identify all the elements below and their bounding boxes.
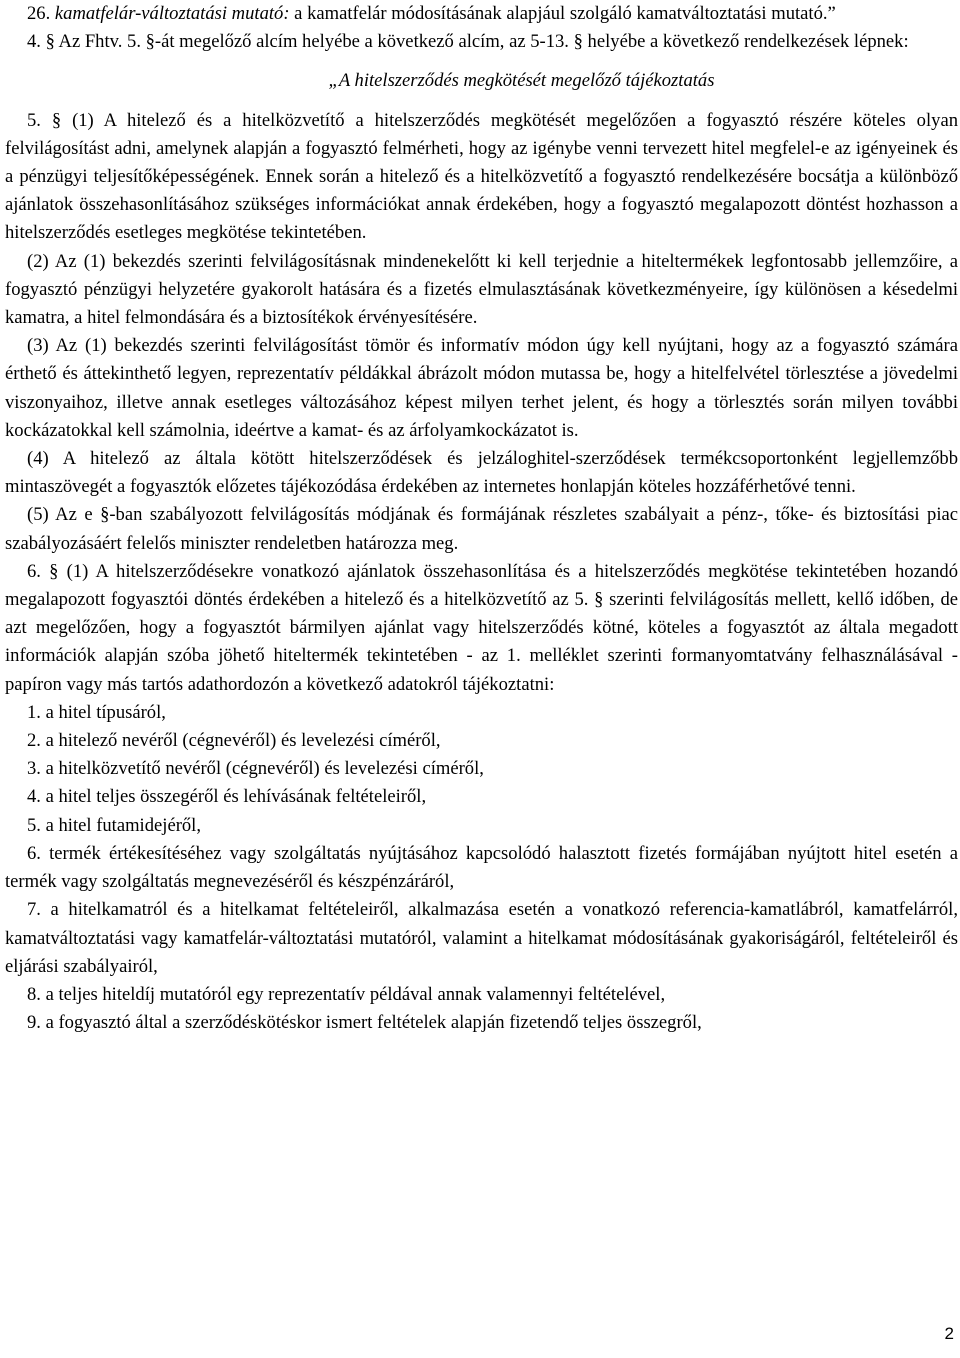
list-item: 5. a hitel futamidejéről, [27, 814, 201, 836]
section-6-paragraph-1: 6. § (1) A hitelszerződésekre vonatkozó ajánlatok összehasonlítása és a hitelszerződés megkötése tekintetében hozandó megalapozott fogyasztói döntés érdekében a hitelező és a hitelközvetítő az 5. § szerinti felvilágosítás mellett, kellő időben, de azt megelőzően, hogy a fogyasztót bármilyen ajánlat vagy hitelszerződés kötné, köteles a fogyasztót az általa megadott információk alapján szóba jöhető hiteltermék tekintetében - az 1. melléklet szerinti formanyomtatvány felhasználásával - papíron vagy más tartós adathordozón a következő adatokról tájékoztatni: [5, 560, 958, 695]
section-heading: „A hitelszerződés megkötését megelőző tájékoztatás [328, 70, 715, 92]
section-5-paragraph-3: (3) Az (1) bekezdés szerinti felvilágosítást tömör és informatív módon úgy kell nyújtani, hogy az a fogyasztó számára érthető és áttekinthető legyen, reprezentatív példákkal ábrázolt módon mutassa be, hogy a hitelfelvétel törlesztése a jövedelmi viszonyaihoz, illetve annak esetleges változásához képest milyen terhet jelent, és hogy a törlesztés során milyen további kockázatokkal kell számolnia, ideértve a kamat- és az árfolyamkockázatot is. [5, 335, 958, 441]
section-5-paragraph-4: (4) A hitelező az általa kötött hitelszerződések és jelzáloghitel-szerződések termékcsoportonként legjellemzőbb mintaszövegét a fogyasztók előzetes tájékozódása érdekében az internetes honlapján köteles hozzáférhetővé tenni. [5, 448, 958, 498]
list-item: 7. a hitelkamatról és a hitelkamat feltételeiről, alkalmazása esetén a vonatkozó referencia-kamatlábról, kamatfelárról, kamatváltoztatási vagy kamatfelár-változtatási mutatóról, valamint a hitelkamat módosításának gyakoriságáról, feltételeiről és eljárási szabályairól, [5, 899, 958, 977]
definition-number: 26. [27, 3, 51, 24]
definition-26 [5, 0, 958, 28]
list-item: 8. a teljes hiteldíj mutatóról egy reprezentatív példával annak valamennyi feltételével, [27, 983, 666, 1005]
list-item: 1. a hitel típusáról, [27, 701, 166, 723]
section-5-paragraph-5: (5) Az e §-ban szabályozott felvilágosítás módjának és formájának részletes szabályait a pénz-, tőke- és biztosítási piac szabályozásáért felelős miniszter rendeletben határozza meg. [5, 504, 958, 554]
section-5-paragraph-2: (2) Az (1) bekezdés szerinti felvilágosításnak mindenekelőtt ki kell terjednie a hiteltermékek legfontosabb jellemzőire, a fogyasztó pénzügyi helyzetére gyakorolt hatására és a fizetés elmulasztásának következményeire, így különösen a késedelmi kamatra, a hitel felmondására és a biztosítékok érvényesítésére. [5, 250, 958, 329]
definition-text: a kamatfelár módosításának alapjául szolgáló kamatváltoztatási mutató.” [289, 3, 836, 24]
list-item: 4. a hitel teljes összegéről és lehívásának feltételeiről, [27, 786, 427, 808]
definition-term: kamatfelár-változtatási mutató: [54, 3, 290, 24]
list-item: 2. a hitelező nevéről (cégnevéről) és levelezési címéről, [27, 730, 441, 752]
amendment-4: 4. § Az Fhtv. 5. §-át megelőző alcím helyébe a következő alcím, az 5-13. § helyébe a következő rendelkezések lépnek: [27, 31, 909, 53]
list-item: 6. termék értékesítéséhez vagy szolgáltatás nyújtásához kapcsolódó halasztott fizetés formájában nyújtott hitel esetén a termék vagy szolgáltatás megnevezéséről és készpénzáráról, [5, 842, 958, 893]
section-5-paragraph-1: 5. § (1) A hitelező és a hitelközvetítő a hitelszerződés megkötését megelőzően a fogyasztó részére köteles olyan felvilágosítást adni, amelynek alapján a fogyasztó felmérheti, hogy az igénybe venni tervezett hitel megfelel-e az igényeinek és a pénzügyi teljesítőképességének. Ennek során a hitelező és a hitelközvetítő a fogyasztó rendelkezésére bocsátja a különböző ajánlatok összehasonlításához szükséges információkat annak érdekében, hogy a fogyasztó megalapozott döntést hozhasson a hitelszerződés esetleges megkötése tekintetében. [5, 109, 958, 244]
page-number: 2 [944, 1324, 954, 1343]
list-item: 9. a fogyasztó által a szerződéskötéskor ismert feltételek alapján fizetendő teljes összegről, [27, 1012, 702, 1034]
list-item: 3. a hitelközvetítő nevéről (cégnevéről) és levelezési címéről, [27, 758, 484, 780]
document-page [5, 0, 958, 1037]
information-list [5, 699, 958, 1037]
